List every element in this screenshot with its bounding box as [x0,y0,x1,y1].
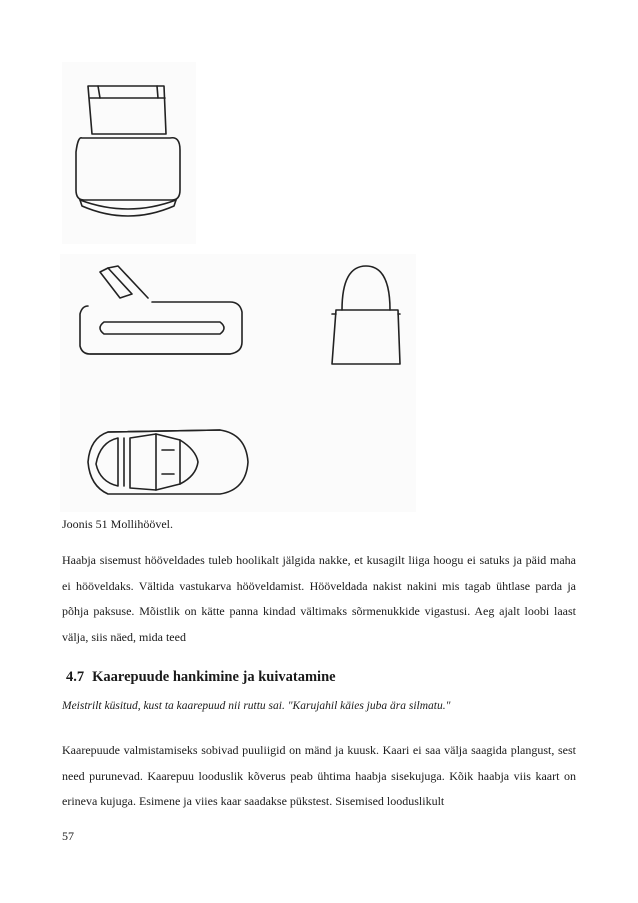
figure-top-drawing [62,62,196,244]
plane-views-drawing [60,254,416,512]
plane-bottom-view-drawing [88,430,248,494]
figure-caption: Joonis 51 Mollihöövel. [62,517,174,531]
section-heading [66,668,576,686]
section-title: Kaarepuude hankimine ja kuivatamine [92,669,336,685]
section-quote: Meistrilt küsitud, kust ta kaarepuud nii ruttu sai. "Karujahil käies juba ära silmatu." [62,700,451,712]
plane-end-view-drawing [332,266,400,364]
page-number: 57 [62,829,74,843]
plane-front-view-drawing [62,62,196,244]
paragraph-rib-wood: Kaarepuude valmistamiseks sobivad puuliigid on mänd ja kuusk. Kaari ei saa välja saagida plangust, sest need purunevad. Kaarepuu looduslik kõverus peab ühtima haabja sisekujuga. Kõik haabja viis kaart on erineva kujuga. Esimene ja viies kaar saadakse pükstest. Sisemised looduslikult [62,743,576,808]
plane-side-view-drawing [80,266,242,354]
paragraph-planing-instructions: Haabja sisemust hööveldades tuleb hoolikalt jälgida nakke, et kusagilt liiga hoogu ei satuks ja päid maha ei hööveldaks. Vältida vastukarva hööveldamist. Hööveldada nakist nakini mis tagab ühtlase parda ja põhja paksuse. Mõistlik on kätte panna kindad vältimaks sõrmenukkide vigastusi. Aeg ajalt loobi laast välja, siis näed, mida teed [62,553,576,644]
section-number: 4.7 [66,669,85,685]
figure-bottom-drawings [60,254,416,512]
